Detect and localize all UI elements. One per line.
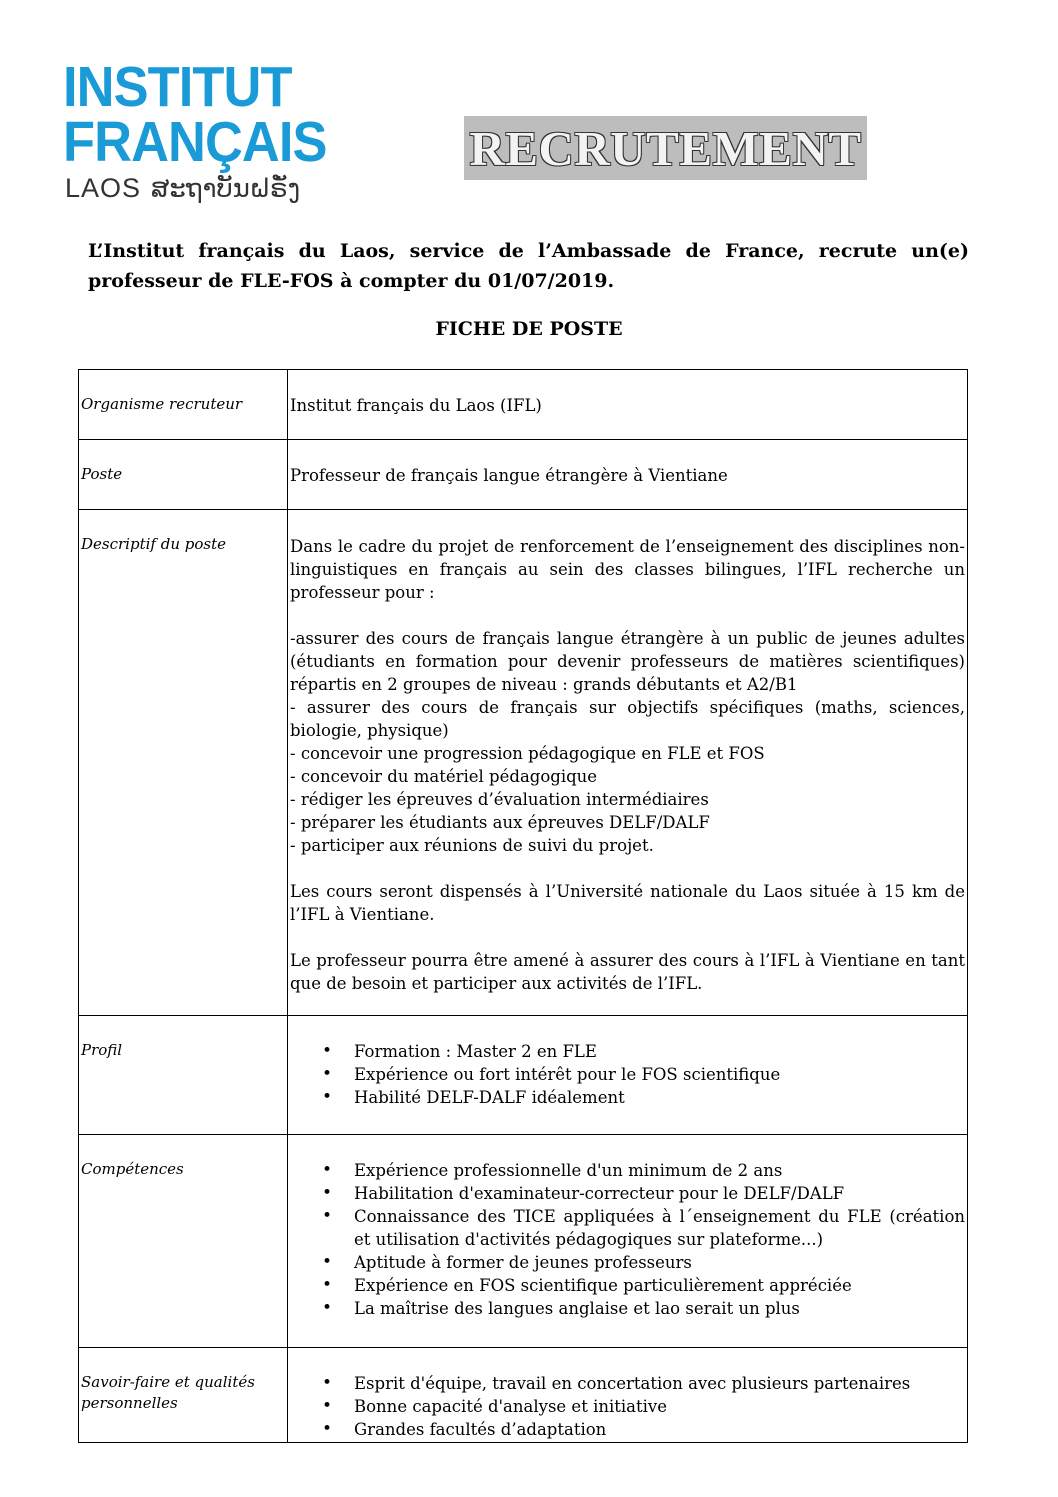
recrutement-banner [464, 116, 867, 180]
row-descriptif [79, 510, 968, 1016]
label-cell [79, 370, 288, 440]
organisme-value: Institut français du Laos (IFL) [290, 396, 542, 415]
poste-value: Professeur de français langue étrangère à Vientiane [290, 466, 728, 485]
fiche-de-poste-title: FICHE DE POSTE [435, 318, 623, 340]
value-cell [288, 440, 968, 510]
organisme-label: Organisme recruteur [81, 395, 243, 413]
task-item: - assurer des cours de français sur objectifs spécifiques (maths, sciences, biologie, physique) [290, 698, 965, 740]
profil-list [290, 1016, 965, 1121]
list-item: • Habilité DELF-DALF idéalement [290, 1086, 965, 1109]
label-cell [79, 1016, 288, 1135]
row-profil [79, 1016, 968, 1135]
list-item: • Expérience professionnelle d'un minimum de 2 ans [290, 1159, 965, 1182]
recrutement-banner-text: RECRUTEMENT [469, 120, 862, 176]
label-cell [79, 440, 288, 510]
list-item: • Expérience en FOS scientifique particulièrement appréciée [290, 1274, 965, 1297]
task-item: - rédiger les épreuves d’évaluation intermédiaires [290, 790, 709, 809]
list-item: • Esprit d'équipe, travail en concertation avec plusieurs partenaires [290, 1372, 965, 1395]
logo-subtitle [65, 173, 300, 204]
value-cell [288, 1016, 968, 1135]
value-cell [288, 370, 968, 440]
job-description-table [78, 369, 968, 1443]
value-cell [288, 1348, 968, 1443]
list-item: • Bonne capacité d'analyse et initiative [290, 1395, 965, 1418]
descriptif-content [290, 510, 965, 1015]
competences-list [290, 1135, 965, 1332]
descriptif-intro: Dans le cadre du projet de renforcement de l’enseignement des disciplines non-linguistiques en français au sein des classes bilingues, l’IFL recherche un professeur pour : [290, 537, 965, 602]
list-item: • Expérience ou fort intérêt pour le FOS scientifique [290, 1063, 965, 1086]
task-item: -assurer des cours de français langue étrangère à un public de jeunes adultes (étudiants en formation pour devenir professeurs de matières scientifiques) répartis en 2 groupes de niveau : grands débutants et A2/B1 [290, 629, 965, 694]
poste-label: Poste [81, 465, 123, 483]
descriptif-location: Les cours seront dispensés à l’Université nationale du Laos située à 15 km de l’IFL à Vientiane. [290, 882, 965, 924]
task-item: - participer aux réunions de suivi du projet. [290, 836, 654, 855]
institut-francais-logo [63, 55, 327, 210]
row-organisme [79, 370, 968, 440]
list-item: • Connaissance des TICE appliquées à l´enseignement du FLE (création et utilisation d'activités pédagogiques sur plateforme...) [290, 1205, 965, 1251]
list-item: • La maîtrise des langues anglaise et lao serait un plus [290, 1297, 965, 1320]
logo-lao-script: ສະຖາບັນຝຣັ່ງ [151, 174, 301, 204]
savoir-faire-list [290, 1348, 965, 1441]
descriptif-extra: Le professeur pourra être amené à assurer des cours à l’IFL à Vientiane en tant que de besoin et participer aux activités de l’IFL. [290, 951, 965, 993]
logo-line-institut: INSTITUT [63, 55, 292, 119]
row-savoir-faire [79, 1348, 968, 1443]
competences-label: Compétences [81, 1160, 184, 1178]
intro-announcement: L’Institut français du Laos, service de l’Ambassade de France, recrute un(e) professeur de FLE-FOS à compter du 01/07/2019. [88, 240, 969, 292]
label-cell [79, 1135, 288, 1348]
value-cell [288, 510, 968, 1016]
savoir-faire-label: Savoir-faire et qualités personnelles [81, 1373, 255, 1412]
row-poste [79, 440, 968, 510]
list-item: • Aptitude à former de jeunes professeurs [290, 1251, 965, 1274]
row-competences [79, 1135, 968, 1348]
list-item: • Habilitation d'examinateur-correcteur pour le DELF/DALF [290, 1182, 965, 1205]
logo-line-francais: FRANÇAIS [63, 110, 327, 174]
task-item: - concevoir du matériel pédagogique [290, 767, 598, 786]
task-item: - concevoir une progression pédagogique en FLE et FOS [290, 744, 765, 763]
label-cell [79, 510, 288, 1016]
logo-country: LAOS [65, 173, 142, 203]
spacer [290, 857, 965, 880]
task-item: - préparer les étudiants aux épreuves DELF/DALF [290, 813, 710, 832]
profil-label: Profil [81, 1041, 123, 1059]
label-cell [79, 1348, 288, 1443]
value-cell [288, 1135, 968, 1348]
descriptif-label: Descriptif du poste [81, 535, 226, 553]
list-item: • Formation : Master 2 en FLE [290, 1040, 965, 1063]
list-item: • Grandes facultés d’adaptation [290, 1418, 965, 1441]
